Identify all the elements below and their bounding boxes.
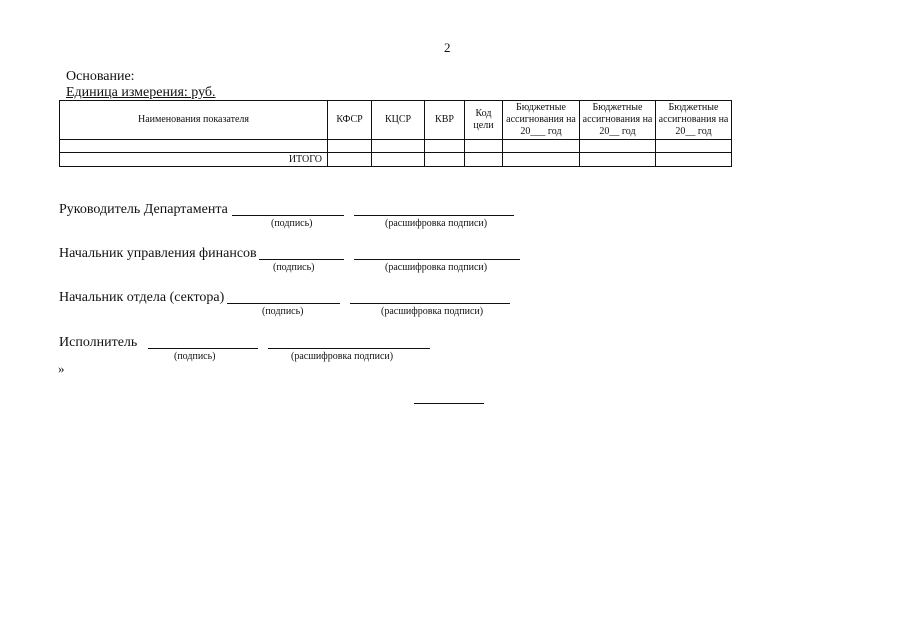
signature-line [148, 348, 258, 349]
signature-caption: (подпись) [273, 262, 315, 273]
closing-quote-mark: » [58, 361, 65, 376]
decoding-line [350, 303, 510, 304]
table-cell [580, 140, 656, 153]
column-header-budget-year-2: Бюджетные ассигнования на 20__ год [580, 101, 656, 140]
table-cell [425, 140, 465, 153]
table-cell [60, 140, 328, 153]
signature-line [227, 303, 340, 304]
table-cell [372, 153, 425, 167]
column-header-budget-year-3: Бюджетные ассигнования на 20__ год [656, 101, 732, 140]
table-cell [425, 153, 465, 167]
table-cell [656, 153, 732, 167]
column-header-indicator-name: Наименования показателя [60, 101, 328, 140]
table-cell [503, 140, 580, 153]
table-total-row [60, 153, 732, 167]
signature-title-head-of-department: Руководитель Департамента [59, 202, 228, 217]
table-cell [372, 140, 425, 153]
signature-caption: (подпись) [262, 306, 304, 317]
table-cell [328, 140, 372, 153]
column-header-kvr: КВР [425, 101, 465, 140]
decoding-caption: (расшифровка подписи) [385, 218, 488, 229]
decoding-line [268, 348, 430, 349]
page-number: 2 [444, 40, 451, 55]
table-row [60, 140, 732, 153]
table-cell [580, 153, 656, 167]
signature-title-head-of-section: Начальник отдела (сектора) [59, 290, 225, 305]
signature-line [259, 259, 344, 260]
column-header-goal-code: Код цели [465, 101, 503, 140]
total-label: ИТОГО [60, 153, 328, 167]
decoding-line [354, 215, 514, 216]
signature-line [232, 215, 344, 216]
table-header-row [60, 101, 732, 140]
table-cell [465, 153, 503, 167]
decoding-caption: (расшифровка подписи) [381, 306, 484, 317]
decoding-caption: (расшифровка подписи) [385, 262, 488, 273]
signature-title-head-of-finance: Начальник управления финансов [59, 246, 257, 261]
end-of-document-line [414, 403, 484, 404]
decoding-line [354, 259, 520, 260]
budget-table [59, 100, 732, 167]
decoding-caption: (расшифровка подписи) [291, 351, 394, 362]
signature-title-executor: Исполнитель [59, 335, 138, 350]
basis-label: Основание: [66, 69, 135, 84]
signature-caption: (подпись) [174, 351, 216, 362]
signature-caption: (подпись) [271, 218, 313, 229]
table-cell [656, 140, 732, 153]
unit-label: Единица измерения: руб. [66, 85, 216, 100]
table-cell [465, 140, 503, 153]
table-cell [328, 153, 372, 167]
column-header-kcsr: КЦСР [372, 101, 425, 140]
table-cell [503, 153, 580, 167]
column-header-kfsr: КФСР [328, 101, 372, 140]
column-header-budget-year-1: Бюджетные ассигнования на 20___ год [503, 101, 580, 140]
